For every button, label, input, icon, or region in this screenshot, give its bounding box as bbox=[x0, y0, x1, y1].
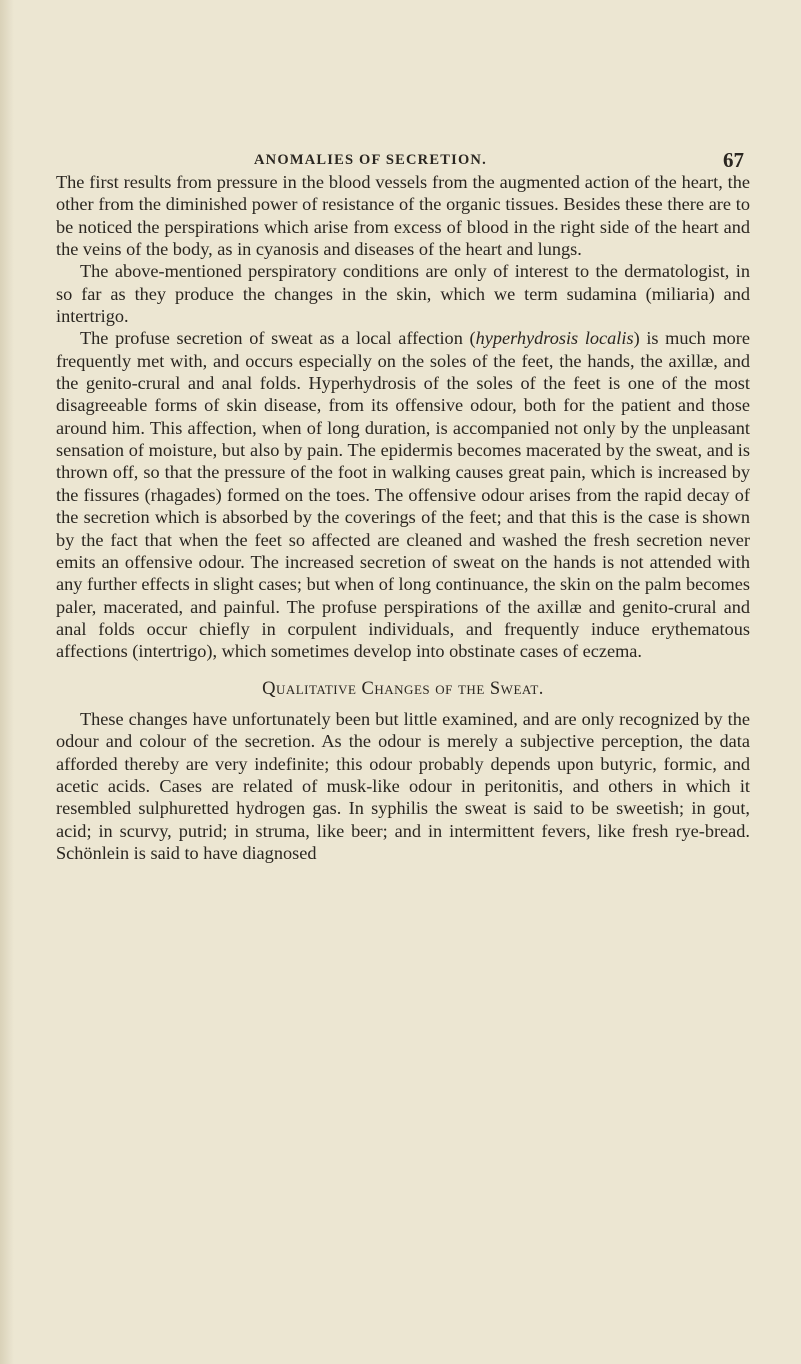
paragraph-2: The above-mentioned perspiratory conditions are only of interest to the dermatologist, in so far as they produce the changes in the skin, which we term sudamina (miliaria) and intertrigo. bbox=[56, 261, 750, 327]
paragraph-3-italic-term: hyperhydrosis localis bbox=[475, 328, 634, 349]
paragraph-3-lead: The profuse secretion of sweat as a local affection ( bbox=[80, 328, 476, 349]
page-edge-shadow bbox=[0, 0, 14, 1364]
page-number: 67 bbox=[723, 148, 744, 172]
paragraph-1: The first results from pressure in the blood vessels from the augmented action of the heart, the other from the diminished power of resistance of the organic tissues. Besides these there are to be noticed the perspirations which arise from excess of blood in the right side of the heart and the veins of the body, as in cyanosis and diseases of the heart and lungs. bbox=[56, 172, 750, 260]
running-title: ANOMALIES OF SECRETION. bbox=[254, 152, 487, 168]
section-heading: Qualitative Changes of the Sweat. bbox=[262, 678, 544, 699]
section-paragraph: These changes have unfortunately been but little examined, and are only recognized by the odour and colour of the secretion. As the odour is merely a subjective perception, the data afforded thereby are very indefinite; this odour probably depends upon butyric, formic, and acetic acids. Cases are related of musk-like odour in peritonitis, and others in which it resembled sulphuretted hydrogen gas. In syphilis the sweat is said to be sweetish; in gout, acid; in scurvy, putrid; in struma, like beer; and in intermittent fevers, like fresh rye-bread. Schönlein is said to have diagnosed bbox=[56, 708, 750, 863]
paragraph-3-rest: ) is much more frequently met with, and occurs especially on the soles of the feet, the hands, the axillæ, and the genito-crural and anal folds. Hyperhydrosis of the soles of the feet is one of the most disagreeable forms of skin disease, from its offensive odour, both for the patient and those around him. This affection, when of long duration, is accompanied not only by the unpleasant sensation of moisture, but also by pain. The epidermis becomes macerated by the sweat, and is thrown off, so that the pressure of the foot in walking causes great pain, which is increased by the fissures (rhagades) formed on the toes. The offensive odour arises from the rapid decay of the secretion which is absorbed by the coverings of the feet; and that this is the case is shown by the fact that when the feet so affected are cleaned and washed the fresh secretion never emits an offensive odour. The increased secretion of sweat on the hands is not attended with any further effects in slight cases; but when of long continuance, the skin on the palm becomes paler, macerated, and painful. The profuse perspirations of the axillæ and genito-crural and anal folds occur chiefly in corpulent individuals, and frequently induce erythematous affections (intertrigo), which sometimes develop into obstinate cases of eczema. bbox=[56, 328, 751, 662]
body-text bbox=[56, 171, 750, 864]
paragraph-3 bbox=[56, 327, 750, 662]
